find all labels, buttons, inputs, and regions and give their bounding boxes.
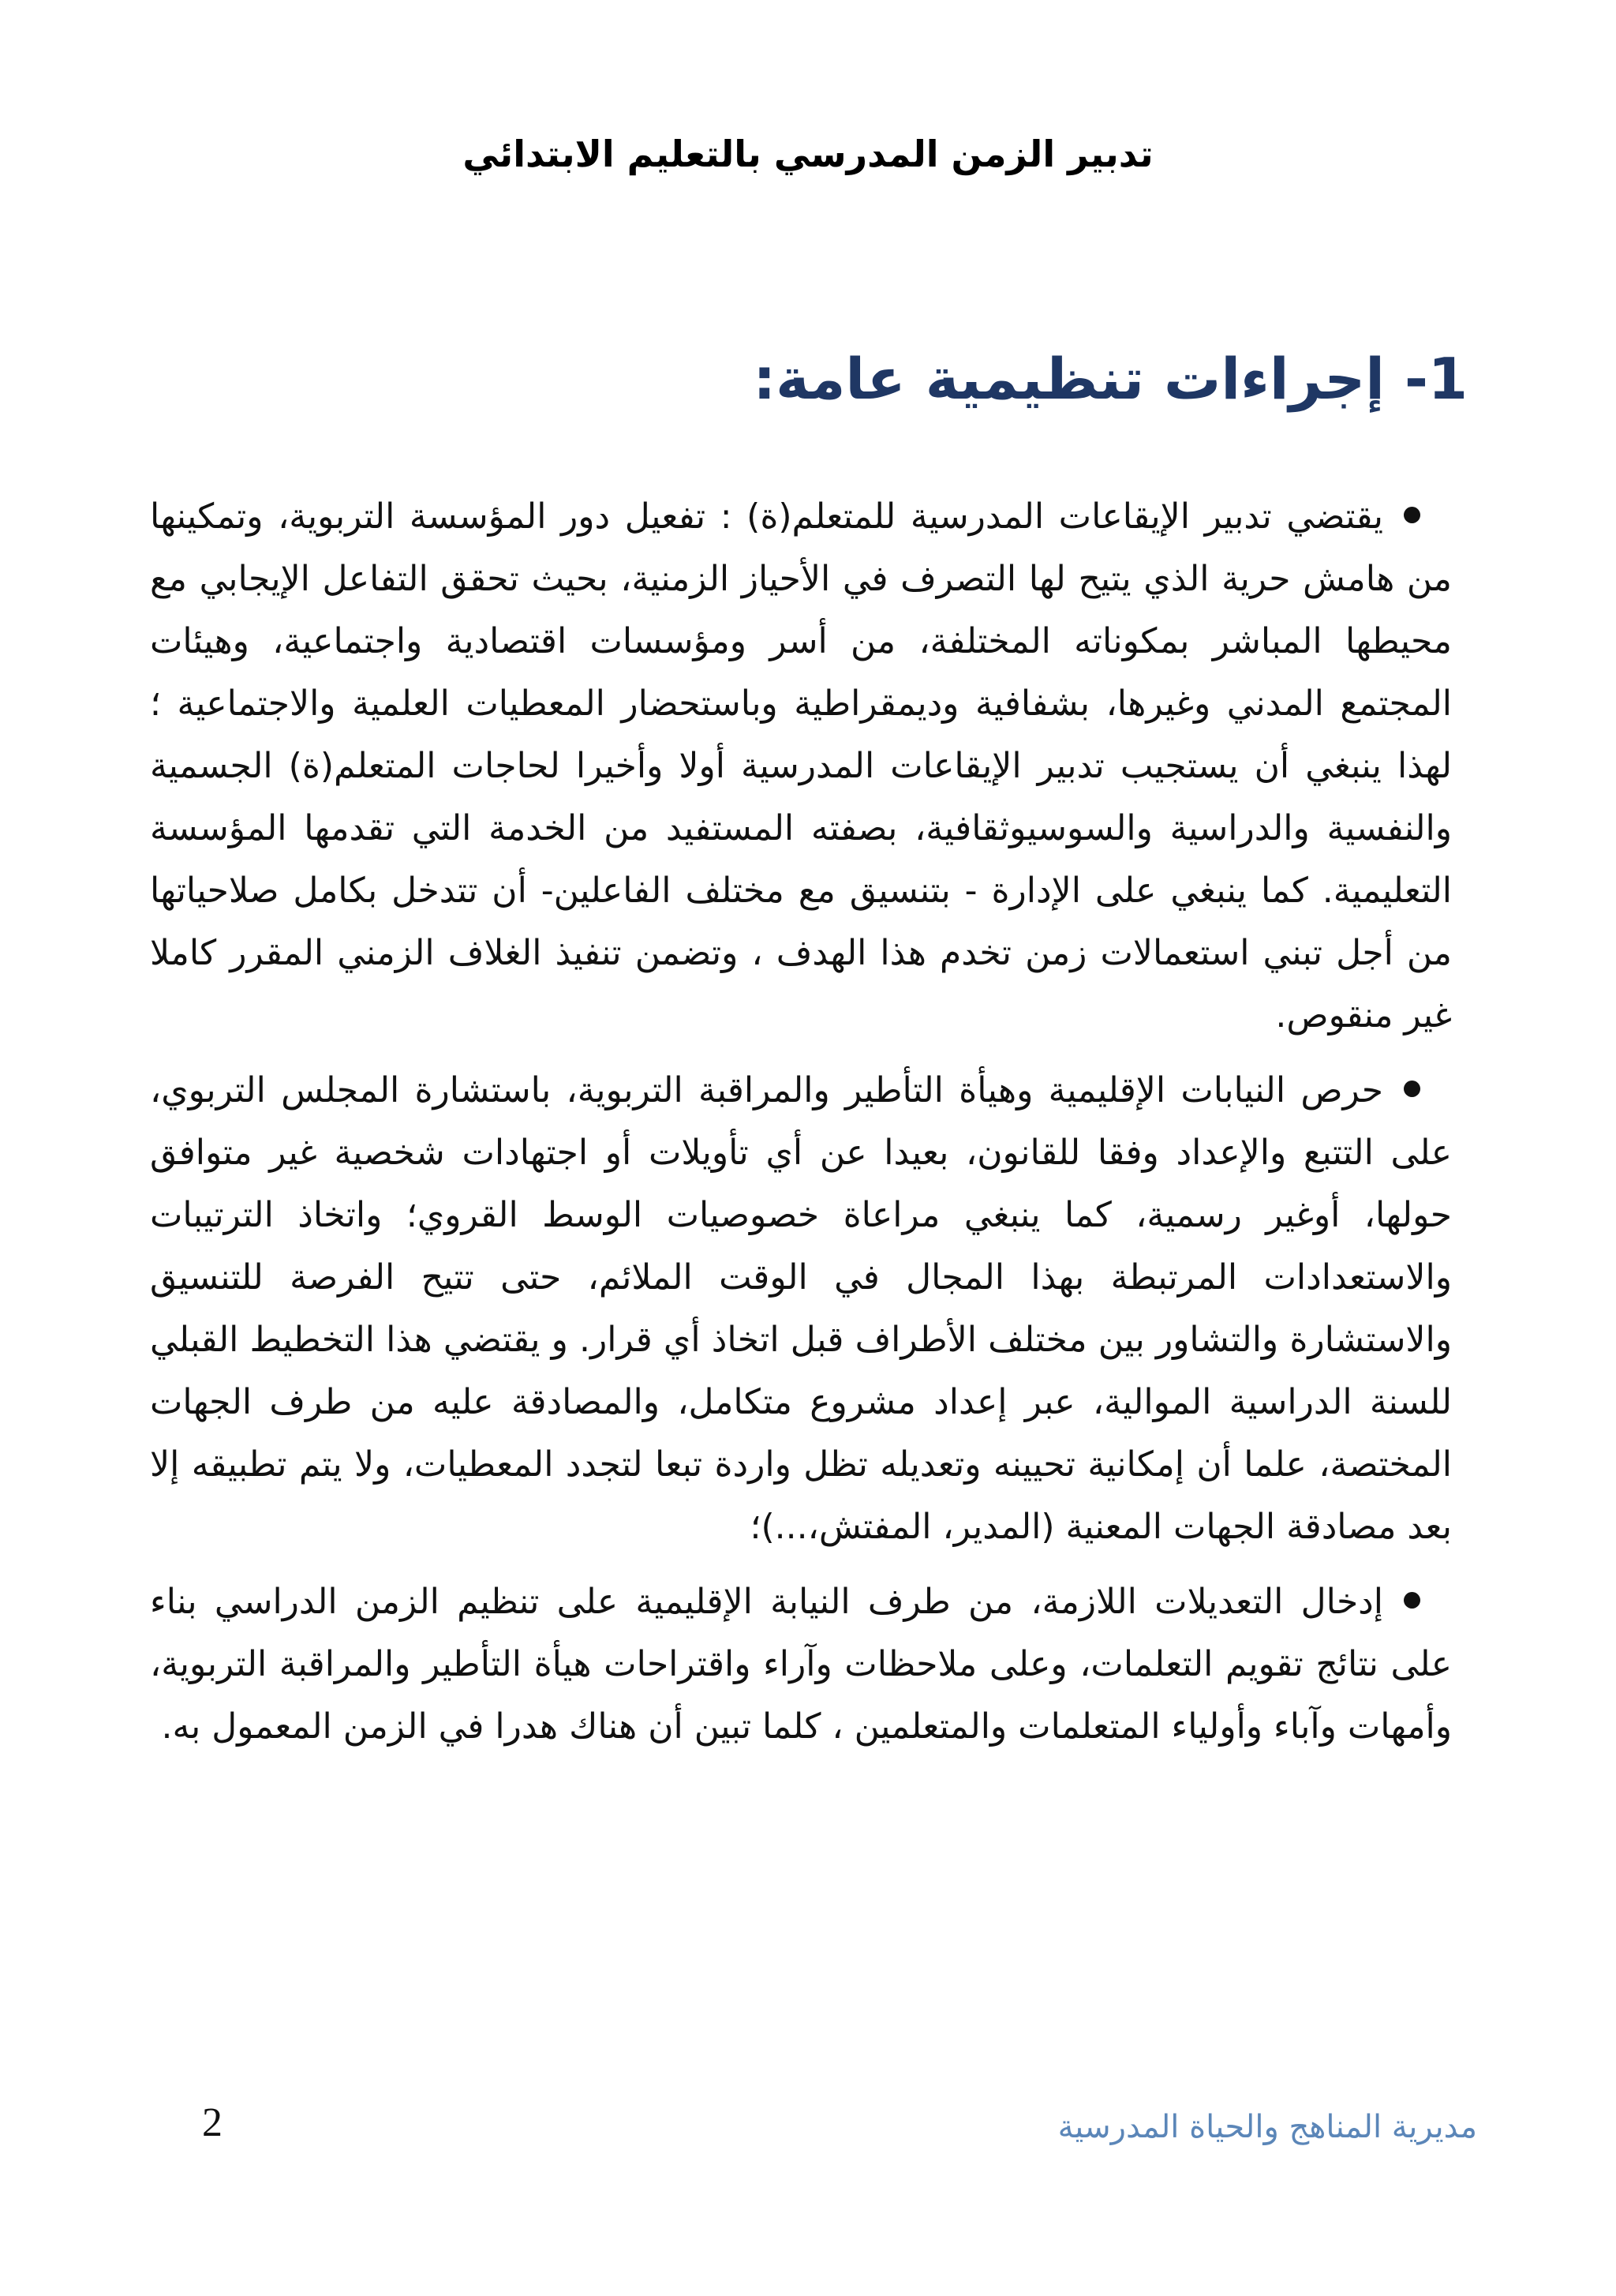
bullet-text: حرص النيابات الإقليمية وهيأة التأطير والمراقبة التربوية، باستشارة المجلس التربوي، على التتبع والإعداد وفقا للقانون، بعيدا عن أي تأويلات أو اجتهادات شخصية غير متوافق حولها، أوغير رسمية، كما ينبغي مراعاة خصوصيات الوسط القروي؛ واتخاذ الترتيبات والاستعدادات المرتبطة بهذا المجال في الوقت الملائم، حتى تتيح الفرصة للتنسيق والاستشارة والتشاور بين مختلف الأطراف قبل اتخاذ أي قرار. و يقتضي هذا التخطيط القبلي للسنة الدراسية الموالية، عبر إعداد مشروع متكامل، والمصادقة عليه من طرف الجهات المختصة، علما أن إمكانية تحيينه وتعديله تظل واردة تبعا لتجدد المعطيات، ولا يتم تطبيقه إلا بعد مصادقة الجهات المعنية (المدير، المفتش،...)؛ (150, 1070, 1452, 1547)
document-header: تدبير الزمن المدرسي بالتعليم الابتدائي (462, 133, 1154, 175)
bullet-text: يقتضي تدبير الإيقاعات المدرسية للمتعلم(ة) : تفعيل دور المؤسسة التربوية، وتمكينها من هامش حرية الذي يتيح لها التصرف في الأحياز الزمنية، بحيث تحقق التفاعل الإيجابي مع محيطها المباشر بمكوناته المختلفة، من أسر ومؤسسات اقتصادية واجتماعية، وهيئات المجتمع المدني وغيرها، بشفافية وديمقراطية وباستحضار المعطيات العلمية والاجتماعية ؛ لهذا ينبغي أن يستجيب تدبير الإيقاعات المدرسية أولا وأخيرا لحاجات المتعلم(ة) الجسمية والنفسية والدراسية والسوسيوثقافية، بصفته المستفيد من الخدمة التي تقدمها المؤسسة التعليمية. كما ينبغي على الإدارة - بتنسيق مع مختلف الفاعلين- أن تتدخل بكامل صلاحياتها من أجل تبني استعمالات زمن تخدم هذا الهدف ، وتضمن تنفيذ الغلاف الزمني المقرر كاملا غير منقوص. (150, 496, 1452, 1036)
bullet-icon (1404, 1081, 1420, 1097)
document-body (150, 485, 1452, 1770)
bullet-item (150, 1571, 1452, 1758)
page-number: 2 (202, 2100, 223, 2145)
bullet-icon (1404, 1592, 1420, 1609)
bullet-icon (1404, 507, 1420, 523)
footer-department: مديرية المناهج والحياة المدرسية (1057, 2109, 1477, 2145)
section-title: 1- إجراءات تنظيمية عامة: (753, 346, 1468, 412)
bullet-list (150, 485, 1452, 1758)
bullet-text: إدخال التعديلات اللازمة، من طرف النيابة الإقليمية على تنظيم الزمن الدراسي بناء على نتائج تقويم التعلمات، وعلى ملاحظات وآراء واقتراحات هيأة التأطير والمراقبة التربوية، وأمهات وآباء وأولياء المتعلمات والمتعلمين ، كلما تبين أن هناك هدرا في الزمن المعمول به. (150, 1582, 1452, 1747)
bullet-item (150, 1059, 1452, 1558)
bullet-item (150, 485, 1452, 1047)
